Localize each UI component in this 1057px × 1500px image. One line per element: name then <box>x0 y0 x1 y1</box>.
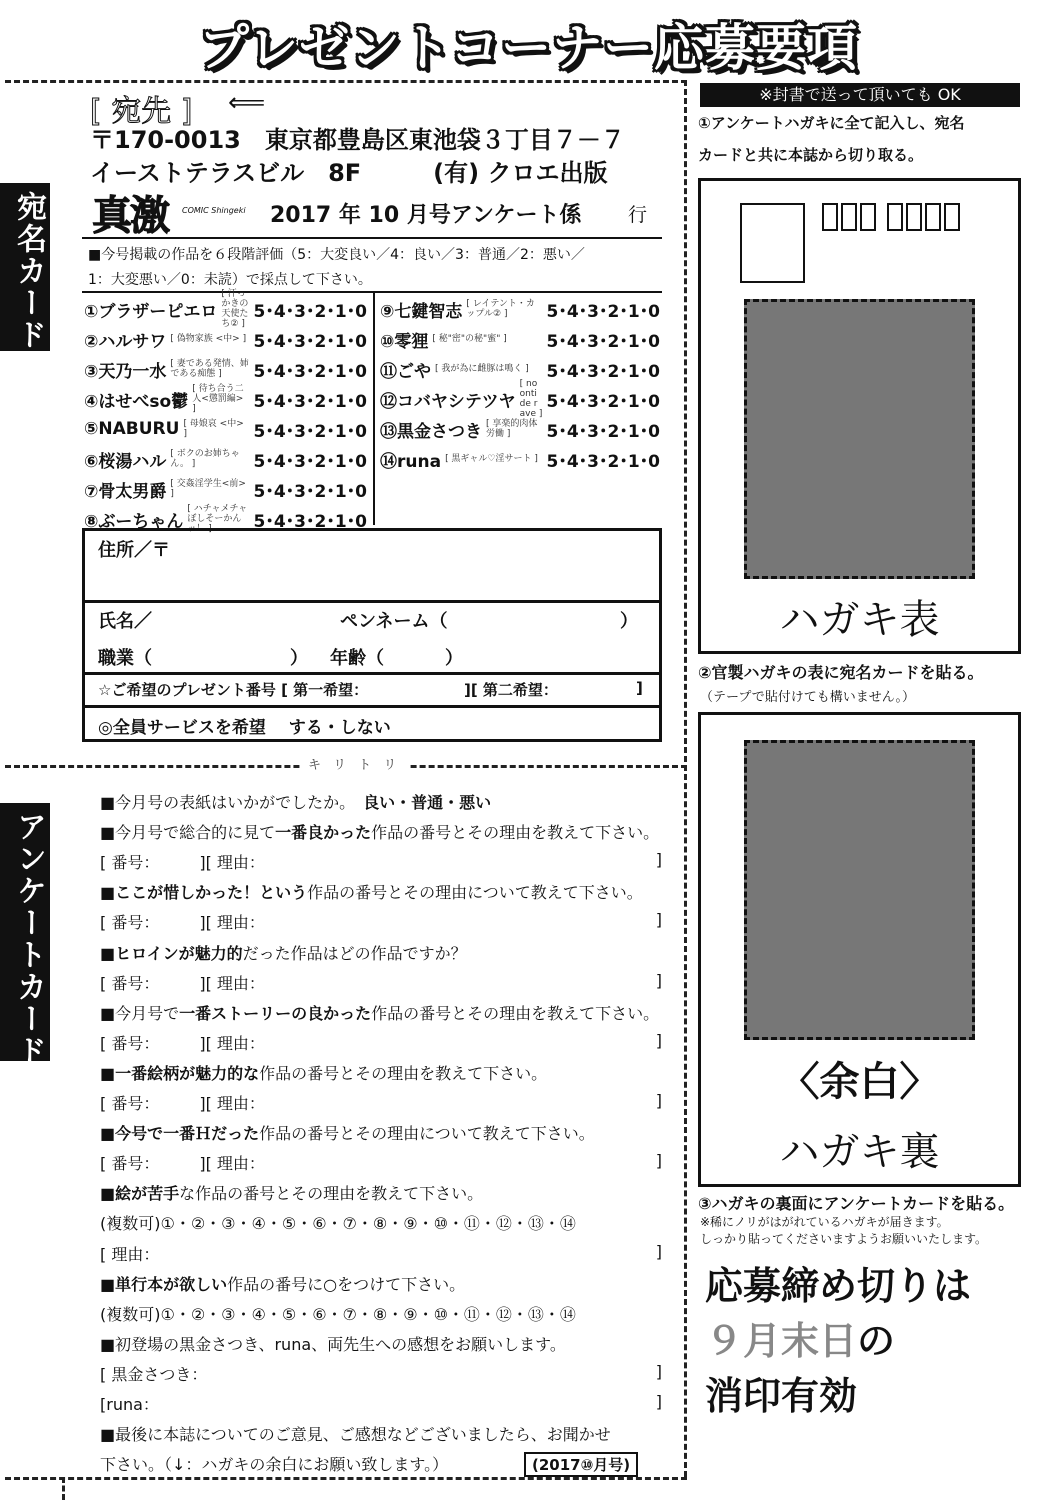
address-card-tab: 宛名カード <box>0 183 50 351</box>
all-member-service[interactable]: ◎全員サービスを希望 する・しない <box>98 718 391 738</box>
bracket-close: ] <box>655 1392 662 1411</box>
work-title: [ 汗っかきの天使たち② ] <box>221 289 249 329</box>
deadline-particle: の <box>857 1319 896 1363</box>
step-2: ②官製ハガキの表に宛名カードを貼る。 <box>698 663 984 682</box>
survey-text: ■最後に本誌についてのご意見、ご感想などございましたら、お聞かせ <box>100 1425 611 1445</box>
rating-row <box>380 379 664 419</box>
cut-line-right-lower <box>684 765 687 1477</box>
survey-text: [ 番号： ][ 理由： <box>100 1094 265 1113</box>
survey-text: ■一番絵柄が魅力的な <box>100 1063 260 1083</box>
magazine-logo: 真激 <box>92 193 168 239</box>
rating-scale[interactable]: 5･4･3･2･1･0 <box>253 421 367 442</box>
rating-intro-1: ■今号掲載の作品を６段階評価（5：大変良い／4：良い／3：普通／2：悪い／ <box>88 247 585 263</box>
survey-line <box>100 790 662 813</box>
cut-line-top <box>5 80 687 83</box>
work-author: ⑬黒金さつき <box>380 421 482 442</box>
survey-line[interactable] <box>100 1302 662 1325</box>
survey-text: 作品の番号に○をつけて下さい。 <box>227 1274 466 1294</box>
step-1-line-2: カードと共に本誌から切り取る。 <box>698 146 924 164</box>
bracket-close: ] <box>655 1151 662 1171</box>
deadline-line-2 <box>705 1310 895 1365</box>
rating-scale[interactable]: 5･4･3･2･1･0 <box>253 391 367 412</box>
rating-scale[interactable]: 5･4･3･2･1･0 <box>253 361 367 382</box>
envelope-ok-bar: ※封書で送って頂いても OK <box>700 83 1020 107</box>
survey-line[interactable] <box>100 1392 662 1415</box>
survey-text: (複数可)①・②・③・④・⑤・⑥・⑦・⑧・⑨・⑩・⑪・⑫・⑬・⑭ <box>100 1214 576 1234</box>
survey-line[interactable] <box>100 1151 662 1174</box>
survey-line[interactable] <box>100 1091 662 1114</box>
survey-text: 作品の番号とその理由を教えて下さい。 <box>371 1003 660 1023</box>
survey-text: 一番良かった <box>275 823 372 843</box>
work-author: ⑨七鍵智志 <box>380 301 463 322</box>
issue-tag: (2017⑩月号) <box>524 1452 638 1477</box>
survey-text: ■今月号で <box>100 1003 180 1023</box>
work-author: ④はせべso鬱 <box>84 391 189 412</box>
address-field[interactable]: 住所／〒 <box>98 540 170 561</box>
address-card-placement <box>744 299 975 579</box>
rating-scale[interactable]: 5･4･3･2･1･0 <box>546 331 660 352</box>
deadline-line-1: 応募締め切りは <box>705 1264 972 1308</box>
work-author: ③天乃一水 <box>84 361 167 382</box>
survey-text: だった作品はどの作品ですか？ <box>242 943 467 963</box>
postcard-front-label: ハガキ表 <box>779 597 940 643</box>
work-title: [ 我が為に雌豚は鳴く ] <box>435 364 529 374</box>
survey-text: ■単行本が欲しい <box>100 1274 228 1294</box>
rating-row <box>84 325 371 353</box>
survey-line[interactable] <box>100 1211 662 1234</box>
work-author: ⑥桜湯ハル <box>84 451 167 472</box>
survey-text: 一番ストーリーの良かった <box>179 1003 372 1023</box>
divider <box>373 293 375 525</box>
bracket-close: ] <box>655 1030 662 1050</box>
rating-scale[interactable]: 5･4･3･2･1･0 <box>546 391 660 412</box>
work-title: [ 妻である発情、姉である痴態 ] <box>170 359 249 379</box>
rating-row <box>84 355 371 383</box>
cut-line-bottom <box>5 1477 687 1480</box>
rating-row <box>84 445 371 473</box>
work-title: [ 享楽的肉体労働 ] <box>486 419 538 439</box>
step-2-note: （テープで貼付けても構いません。） <box>700 690 916 705</box>
work-author: ⑭runa <box>380 451 442 472</box>
survey-text: 作品の番号とその理由について教えて下さい。 <box>259 1124 595 1144</box>
rating-row <box>84 289 371 329</box>
work-title: [ 黒ギャル♡淫サート ] <box>445 454 538 464</box>
work-author: ⑩零狸 <box>380 331 429 352</box>
work-author: ⑫コバヤシテツヤ <box>380 391 516 412</box>
present-second-choice[interactable]: ][ 第二希望： <box>464 681 558 699</box>
survey-text: ■今月号の表紙はいかがでしたか。 <box>100 793 364 812</box>
work-title: [ ボクのお姉ちゃん。 ] <box>170 449 240 469</box>
survey-line[interactable] <box>100 971 662 994</box>
survey-line <box>100 1001 662 1024</box>
survey-line <box>100 1422 662 1445</box>
survey-line <box>100 820 662 843</box>
rating-row <box>380 415 664 443</box>
address-line-1: 〒170-0013 東京都豊島区東池袋３丁目７－７ <box>90 126 625 154</box>
survey-line <box>100 1332 662 1355</box>
divider <box>82 291 662 293</box>
penname-close: ） <box>620 611 638 632</box>
divider <box>82 672 662 675</box>
survey-line <box>100 1181 662 1204</box>
survey-text: 作品の番号とその理由を教えて下さい。 <box>371 823 660 843</box>
bracket-close: ] <box>655 850 662 870</box>
survey-card-placement <box>744 740 975 1040</box>
present-first-choice[interactable]: ☆ご希望のプレゼント番号 [ 第一希望： <box>98 681 369 699</box>
job-field[interactable]: 職業（ <box>98 648 152 669</box>
work-title: [ 母娘哀 <中> ] <box>183 419 244 439</box>
survey-line[interactable] <box>100 910 662 933</box>
survey-department: 2017 年 10 月号アンケート係 <box>270 203 582 228</box>
postal-code-boxes <box>822 203 960 231</box>
survey-text: [ 番号： ][ 理由： <box>100 973 265 993</box>
divider <box>82 237 662 239</box>
survey-text: [ 理由： <box>100 1244 160 1264</box>
deadline-date: ９月末日 <box>705 1319 858 1363</box>
age-close: ） <box>445 648 463 669</box>
survey-card-tab: アンケートカード <box>0 803 50 1061</box>
page-title: プレゼントコーナー応募要項 <box>199 19 858 77</box>
survey-line[interactable] <box>100 1031 662 1054</box>
survey-line <box>100 1121 662 1144</box>
survey-line[interactable] <box>100 1362 662 1385</box>
survey-line <box>100 1061 662 1084</box>
survey-text: 良い・普通・悪い <box>363 793 492 812</box>
arrow-icon: ⟸ <box>228 88 266 118</box>
work-author: ①ブラザーピエロ <box>84 301 218 322</box>
margin-label: 〈余白〉 <box>779 1059 940 1105</box>
work-author: ⑤NABURU <box>84 419 180 439</box>
work-title: [ 偽物家族 <中> ] <box>170 334 247 344</box>
survey-text: ■絵が苦手 <box>100 1184 180 1204</box>
work-title: [ ハチャメチャぼしそーかんッ！ ] <box>187 504 248 534</box>
survey-text: [ 黒金さつき： <box>100 1364 208 1384</box>
rating-row <box>380 445 664 473</box>
magazine-logo-sub: COMIC Shingeki <box>182 206 246 215</box>
rating-row <box>84 415 371 443</box>
stamp-box <box>740 203 805 283</box>
rating-scale[interactable]: 5･4･3･2･1･0 <box>546 421 660 442</box>
bracket-close: ] <box>655 910 662 930</box>
bracket-close: ] <box>655 1091 662 1110</box>
job-close: ） <box>290 648 308 669</box>
bracket-close: ] <box>655 1361 662 1381</box>
survey-line <box>100 880 662 903</box>
rating-scale[interactable]: 5･4･3･2･1･0 <box>253 481 367 502</box>
survey-text: ■今月号で総合的に見て <box>100 823 276 843</box>
divider <box>82 600 662 603</box>
postcard-back-label: ハガキ裏 <box>779 1129 940 1175</box>
rating-scale[interactable]: 5･4･3･2･1･0 <box>253 331 367 352</box>
work-title: [ 交姦淫学生<前> ] <box>170 479 246 499</box>
survey-text: [ 番号： ][ 理由： <box>100 1033 265 1053</box>
address-label: [ 宛先 ] <box>90 94 193 129</box>
rating-row <box>84 385 371 413</box>
rating-scale[interactable]: 5･4･3･2･1･0 <box>546 301 660 322</box>
survey-text: 作品の番号とその理由について教えて下さい。 <box>307 883 643 903</box>
rating-scale[interactable]: 5･4･3･2･1･0 <box>253 511 367 532</box>
survey-line[interactable] <box>100 850 662 873</box>
deadline-line-3: 消印有効 <box>705 1374 858 1418</box>
step-3: ③ハガキの裏面にアンケートカードを貼る。 <box>698 1194 1015 1213</box>
present-end: ] <box>636 679 643 697</box>
survey-text: ■初登場の黒金さつき、runa、両先生への感想をお願いします。 <box>100 1334 566 1354</box>
survey-text: ■ヒロインが魅力的 <box>100 943 243 963</box>
rating-scale[interactable]: 5･4･3･2･1･0 <box>546 451 660 472</box>
cut-line-right-upper <box>684 80 687 780</box>
rating-row <box>84 475 371 503</box>
age-field[interactable]: 年齢（ <box>330 648 384 669</box>
survey-line[interactable] <box>100 1242 662 1265</box>
cut-line-left <box>62 1477 65 1500</box>
rating-intro-2: 1：大変悪い／0：未読）で採点して下さい。 <box>88 272 372 288</box>
work-title: [ レイテント・カップル② ] <box>466 299 535 319</box>
survey-line <box>100 1272 662 1295</box>
survey-text: [ 番号： ][ 理由： <box>100 1154 265 1174</box>
work-author: ⑦骨太男爵 <box>84 481 167 502</box>
work-author: ⑧ぶーちゃん <box>84 511 184 532</box>
step-3-note-1: ※稀にノリがはがれているハガキが届きます。 <box>700 1215 949 1229</box>
rating-scale[interactable]: 5･4･3･2･1･0 <box>253 451 367 472</box>
survey-text: (複数可)①・②・③・④・⑤・⑥・⑦・⑧・⑨・⑩・⑪・⑫・⑬・⑭ <box>100 1304 576 1324</box>
name-field[interactable]: 氏名／ <box>98 611 152 632</box>
survey-line <box>100 941 662 964</box>
rating-scale[interactable]: 5･4･3･2･1･0 <box>253 301 367 322</box>
work-author: ②ハルサワ <box>84 331 167 352</box>
cut-label: キ リ ト リ <box>300 754 408 773</box>
survey-text: 作品の番号とその理由を教えて下さい。 <box>259 1063 548 1083</box>
survey-text: [ 番号： ][ 理由： <box>100 853 265 873</box>
work-author: ⑪ごや <box>380 361 431 382</box>
survey-text: ■ここが惜しかった！という <box>100 883 308 903</box>
survey-text: [ 番号： ][ 理由： <box>100 913 265 933</box>
penname-field[interactable]: ペンネーム（ <box>340 611 448 632</box>
divider <box>82 705 662 708</box>
survey-text: ■今号で一番Ｈだった <box>100 1124 260 1144</box>
step-3-note-2: しっかり貼ってくださいますようお願いいたします。 <box>700 1232 988 1246</box>
work-title: [ noontide rave ] <box>519 379 543 419</box>
address-suffix: 行 <box>628 204 648 226</box>
work-title: [ 待ち合う二人<懲罰編> ] <box>192 384 244 414</box>
rating-row <box>380 325 664 353</box>
survey-text: 下さい。（↓：ハガキの余白にお願い致します。） <box>100 1455 449 1475</box>
rating-scale[interactable]: 5･4･3･2･1･0 <box>546 361 660 382</box>
work-title: [ 秘"密"の秘"蜜" ] <box>432 334 507 344</box>
address-line-2: イーストテラスビル 8F (有) クロエ出版 <box>90 159 608 187</box>
bracket-close: ] <box>655 970 662 990</box>
bracket-close: ] <box>655 1241 662 1261</box>
survey-text: な作品の番号とその理由を教えて下さい。 <box>179 1184 484 1204</box>
rating-row <box>380 295 664 323</box>
survey-text: [runa： <box>100 1395 159 1414</box>
step-1-line-1: ①アンケートハガキに全て記入し、宛名 <box>698 114 965 132</box>
